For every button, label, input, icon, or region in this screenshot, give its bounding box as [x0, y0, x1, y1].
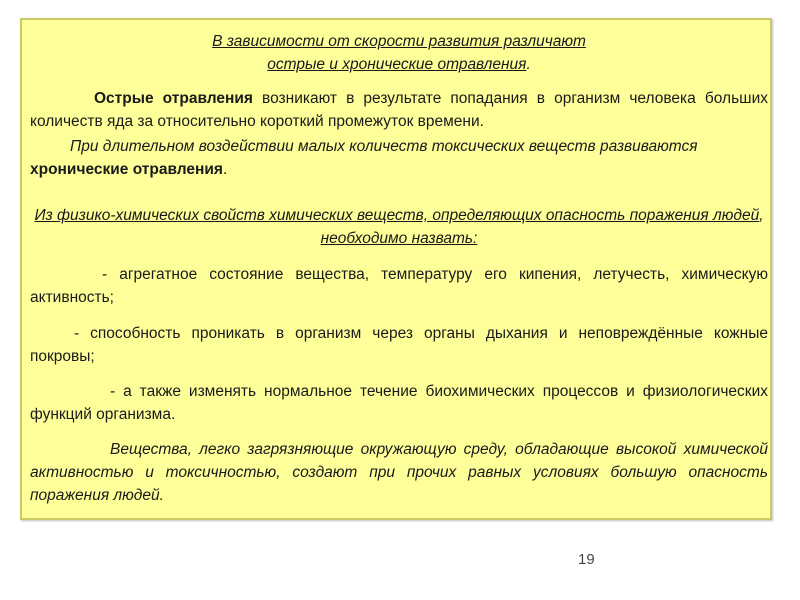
chronic-term: хронические отравления — [30, 161, 223, 178]
properties-heading-sep: , — [759, 207, 764, 224]
acute-text: возникают в результате попадания в организм человека больших количеств яда за относительно короткий промежуток времени. — [30, 90, 768, 130]
content-box — [20, 18, 772, 520]
list-item: - агрегатное состояние вещества, температуру его кипения, летучесть, химическую активность; — [30, 266, 768, 306]
chronic-period: . — [222, 161, 228, 178]
conclusion-paragraph: Вещества, легко загрязняющие окружающую среду, обладающие высокой химической активностью и токсичностью, создают при прочих равных условиях большую опасность поражения людей. — [30, 441, 768, 504]
properties-heading-part2: необходимо назвать: — [320, 230, 478, 247]
properties-heading — [30, 204, 768, 250]
intro-heading-period: . — [526, 56, 531, 73]
list-item: - а также изменять нормальное течение биохимических процессов и физиологических функций организма. — [30, 383, 768, 423]
page-number: 19 — [578, 551, 595, 568]
list-item: - способность проникать в организм через органы дыхания и неповреждённые кожные покровы; — [30, 325, 768, 365]
intro-heading — [30, 30, 768, 76]
properties-heading-part1: Из физико-химических свойств химических веществ, определяющих опасность поражения людей — [34, 207, 760, 224]
chronic-text: При длительном воздействии малых количеств токсических веществ развиваются — [70, 138, 698, 155]
acute-term: Острые отравления — [94, 90, 253, 107]
chronic-paragraph — [30, 135, 768, 181]
intro-heading-line1: В зависимости от скорости развития различают — [212, 33, 586, 50]
acute-paragraph — [30, 87, 768, 133]
intro-heading-line2: острые и хронические отравления — [267, 56, 527, 73]
